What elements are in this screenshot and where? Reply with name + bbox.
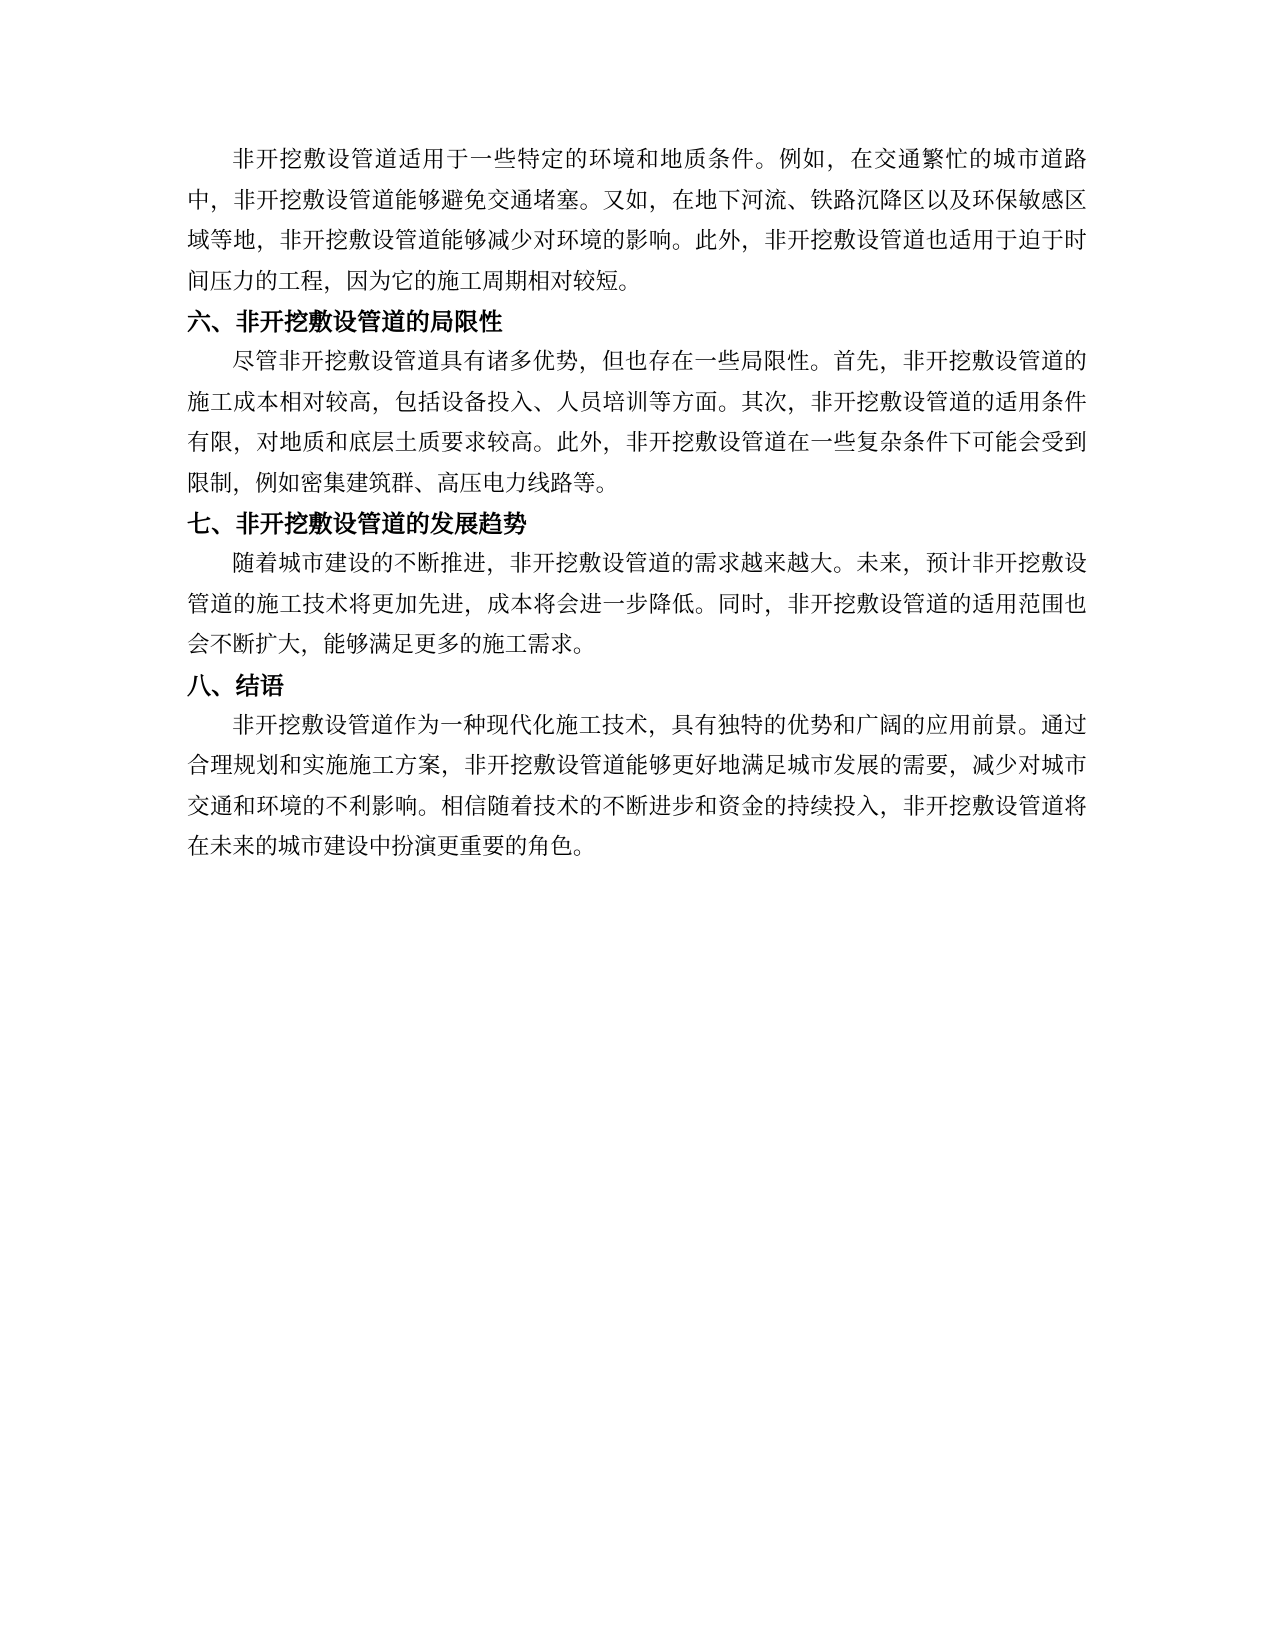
section-paragraph-trends: 随着城市建设的不断推进，非开挖敷设管道的需求越来越大。未来，预计非开挖敷设管道的施工技术将更加先进，成本将会进一步降低。同时，非开挖敷设管道的适用范围也会不断扩大，能够满足更多的施工需求。	[187, 551, 1087, 658]
intro-paragraph: 非开挖敷设管道适用于一些特定的环境和地质条件。例如，在交通繁忙的城市道路中，非开挖敷设管道能够避免交通堵塞。又如，在地下河流、铁路沉降区以及环保敏感区域等地，非开挖敷设管道能够减少对环境的影响。此外，非开挖敷设管道也适用于迫于时间压力的工程，因为它的施工周期相对较短。	[187, 147, 1087, 295]
section-heading-limitations: 六、非开挖敷设管道的局限性	[187, 308, 503, 336]
document-page	[187, 140, 1087, 868]
section-paragraph-limitations: 尽管非开挖敷设管道具有诸多优势，但也存在一些局限性。首先，非开挖敷设管道的施工成本相对较高，包括设备投入、人员培训等方面。其次，非开挖敷设管道的适用条件有限，对地质和底层土质要求较高。此外，非开挖敷设管道在一些复杂条件下可能会受到限制，例如密集建筑群、高压电力线路等。	[187, 349, 1087, 497]
section-heading-trends: 七、非开挖敷设管道的发展趋势	[187, 510, 528, 538]
section-heading-conclusion: 八、结语	[187, 671, 285, 700]
section-paragraph-conclusion: 非开挖敷设管道作为一种现代化施工技术，具有独特的优势和广阔的应用前景。通过合理规划和实施施工方案，非开挖敷设管道能够更好地满足城市发展的需要，减少对城市交通和环境的不利影响。相信随着技术的不断进步和资金的持续投入，非开挖敷设管道将在未来的城市建设中扮演更重要的角色。	[187, 712, 1087, 860]
